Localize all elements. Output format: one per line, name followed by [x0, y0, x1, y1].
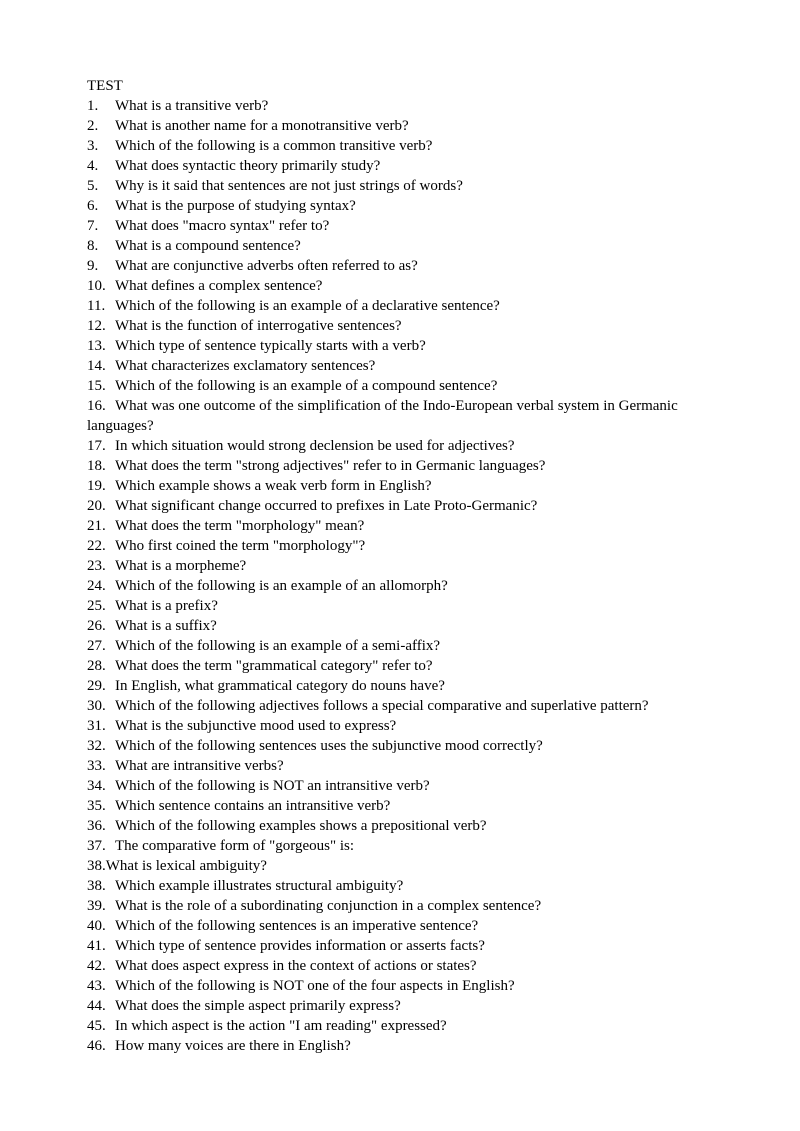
question-number: 17.: [87, 438, 106, 454]
question-text: In which situation would strong declension be used for adjectives?: [115, 438, 515, 454]
question-text: Which of the following is a common transitive verb?: [115, 138, 433, 154]
question-text: What is a suffix?: [115, 618, 217, 634]
question-item: [87, 556, 737, 576]
question-text: What are intransitive verbs?: [115, 758, 284, 774]
question-number: 43.: [87, 978, 106, 994]
question-item: [87, 576, 737, 596]
question-item: [87, 336, 737, 356]
question-text: What is a morpheme?: [115, 558, 247, 574]
question-item: [87, 876, 737, 896]
question-item: [87, 676, 737, 696]
question-number: 1.: [87, 98, 99, 114]
question-text: Which of the following is an example of a semi-affix?: [115, 638, 441, 654]
question-item: [87, 276, 737, 296]
question-item: [87, 536, 737, 556]
question-item: [87, 716, 737, 736]
question-text: How many voices are there in English?: [115, 1038, 351, 1054]
question-number: 26.: [87, 618, 106, 634]
question-item: [87, 496, 737, 516]
question-text: Which type of sentence provides information or asserts facts?: [115, 938, 485, 954]
question-item: [87, 696, 737, 716]
question-text: Which of the following is NOT one of the four aspects in English?: [115, 978, 515, 994]
question-number: 11.: [87, 298, 106, 314]
question-text: What does the term "strong adjectives" refer to in Germanic languages?: [115, 458, 546, 474]
question-item: [87, 236, 737, 256]
question-number: 34.: [87, 778, 106, 794]
question-text: What does the term "grammatical category" refer to?: [115, 658, 433, 674]
question-text: Which example illustrates structural ambiguity?: [115, 878, 404, 894]
question-number: 7.: [87, 218, 99, 234]
question-item: [87, 976, 737, 996]
question-number: 41.: [87, 938, 106, 954]
question-number: 39.: [87, 898, 106, 914]
question-number: 5.: [87, 178, 99, 194]
question-list: [87, 96, 737, 1056]
question-text: What defines a complex sentence?: [115, 278, 323, 294]
question-text: Which of the following adjectives follows a special comparative and superlative pattern?: [115, 698, 649, 714]
question-item: [87, 656, 737, 676]
question-number: 28.: [87, 658, 106, 674]
question-number: 32.: [87, 738, 106, 754]
question-item: [87, 436, 737, 456]
question-text: What characterizes exclamatory sentences?: [115, 358, 376, 374]
question-number: 44.: [87, 998, 106, 1014]
question-number: 15.: [87, 378, 106, 394]
question-number: 3.: [87, 138, 99, 154]
question-number: 38.: [87, 858, 106, 874]
question-item: [87, 516, 737, 536]
question-number: 27.: [87, 638, 106, 654]
question-number: 10.: [87, 278, 106, 294]
question-text: What does "macro syntax" refer to?: [115, 218, 330, 234]
question-number: 46.: [87, 1038, 106, 1054]
question-number: 14.: [87, 358, 106, 374]
question-number: 9.: [87, 258, 99, 274]
question-item: [87, 956, 737, 976]
question-number: 2.: [87, 118, 99, 134]
question-text: Which of the following sentences is an imperative sentence?: [115, 918, 479, 934]
question-item: [87, 176, 737, 196]
question-text: Which of the following examples shows a prepositional verb?: [115, 818, 487, 834]
question-number: 21.: [87, 518, 106, 534]
question-text: Why is it said that sentences are not just strings of words?: [115, 178, 463, 194]
question-number: 42.: [87, 958, 106, 974]
question-number: 37.: [87, 838, 106, 854]
question-text: Which of the following is an example of a compound sentence?: [115, 378, 498, 394]
question-item: [87, 136, 737, 156]
question-number: 36.: [87, 818, 106, 834]
question-item: [87, 896, 737, 916]
question-number: 25.: [87, 598, 106, 614]
question-item: [87, 256, 737, 276]
question-number: 4.: [87, 158, 99, 174]
question-item: [87, 856, 737, 876]
question-text: What is the role of a subordinating conjunction in a complex sentence?: [115, 898, 542, 914]
question-number: 8.: [87, 238, 99, 254]
question-number: 20.: [87, 498, 106, 514]
question-item: [87, 836, 737, 856]
question-text: What is another name for a monotransitive verb?: [115, 118, 409, 134]
question-text: What is the subjunctive mood used to express?: [115, 718, 397, 734]
question-item: [87, 756, 737, 776]
question-text: What is a compound sentence?: [115, 238, 301, 254]
question-item: [87, 1016, 737, 1036]
question-number: 22.: [87, 538, 106, 554]
question-item: [87, 316, 737, 336]
question-item: [87, 1036, 737, 1056]
question-text: What are conjunctive adverbs often referred to as?: [115, 258, 418, 274]
document-page: [87, 76, 737, 1056]
question-number: 29.: [87, 678, 106, 694]
question-number: 23.: [87, 558, 106, 574]
question-text: Which example shows a weak verb form in English?: [115, 478, 432, 494]
question-item: [87, 816, 737, 836]
question-item: [87, 476, 737, 496]
question-text: Which of the following sentences uses the subjunctive mood correctly?: [115, 738, 543, 754]
question-text: What is lexical ambiguity?: [105, 858, 267, 874]
document-title: TEST: [87, 78, 123, 94]
question-text: Which type of sentence typically starts with a verb?: [115, 338, 426, 354]
question-text: What does aspect express in the context of actions or states?: [115, 958, 477, 974]
question-text: What was one outcome of the simplification of the Indo-European verbal system in Germanic languages?: [87, 398, 678, 434]
question-number: 30.: [87, 698, 106, 714]
question-number: 35.: [87, 798, 106, 814]
question-text: What is a prefix?: [115, 598, 218, 614]
question-item: [87, 156, 737, 176]
question-item: [87, 116, 737, 136]
question-text: The comparative form of "gorgeous" is:: [115, 838, 354, 854]
question-text: What does syntactic theory primarily study?: [115, 158, 381, 174]
question-item: [87, 636, 737, 656]
question-item: [87, 396, 737, 436]
question-item: [87, 776, 737, 796]
question-text: What is the purpose of studying syntax?: [115, 198, 356, 214]
question-text: In English, what grammatical category do nouns have?: [115, 678, 445, 694]
question-item: [87, 296, 737, 316]
question-item: [87, 216, 737, 236]
question-item: [87, 996, 737, 1016]
question-number: 12.: [87, 318, 106, 334]
question-text: What significant change occurred to prefixes in Late Proto-Germanic?: [115, 498, 538, 514]
question-text: What is the function of interrogative sentences?: [115, 318, 402, 334]
question-number: 19.: [87, 478, 106, 494]
question-text: What does the simple aspect primarily express?: [115, 998, 401, 1014]
question-number: 33.: [87, 758, 106, 774]
question-text: Who first coined the term "morphology"?: [115, 538, 366, 554]
question-text: Which of the following is NOT an intransitive verb?: [115, 778, 430, 794]
question-text: In which aspect is the action "I am reading" expressed?: [115, 1018, 447, 1034]
question-item: [87, 356, 737, 376]
question-item: [87, 376, 737, 396]
question-text: Which of the following is an example of a declarative sentence?: [115, 298, 500, 314]
question-text: Which of the following is an example of an allomorph?: [115, 578, 448, 594]
question-number: 38.: [87, 878, 106, 894]
question-item: [87, 916, 737, 936]
question-item: [87, 456, 737, 476]
question-item: [87, 196, 737, 216]
question-number: 16.: [87, 398, 106, 414]
question-text: Which sentence contains an intransitive verb?: [115, 798, 391, 814]
question-number: 31.: [87, 718, 106, 734]
question-item: [87, 936, 737, 956]
question-item: [87, 596, 737, 616]
question-item: [87, 616, 737, 636]
question-number: 18.: [87, 458, 106, 474]
question-text: What does the term "morphology" mean?: [115, 518, 365, 534]
question-item: [87, 796, 737, 816]
question-text: What is a transitive verb?: [115, 98, 269, 114]
question-item: [87, 736, 737, 756]
question-item: [87, 96, 737, 116]
question-number: 13.: [87, 338, 106, 354]
question-number: 6.: [87, 198, 99, 214]
question-number: 24.: [87, 578, 106, 594]
question-number: 45.: [87, 1018, 106, 1034]
question-number: 40.: [87, 918, 106, 934]
